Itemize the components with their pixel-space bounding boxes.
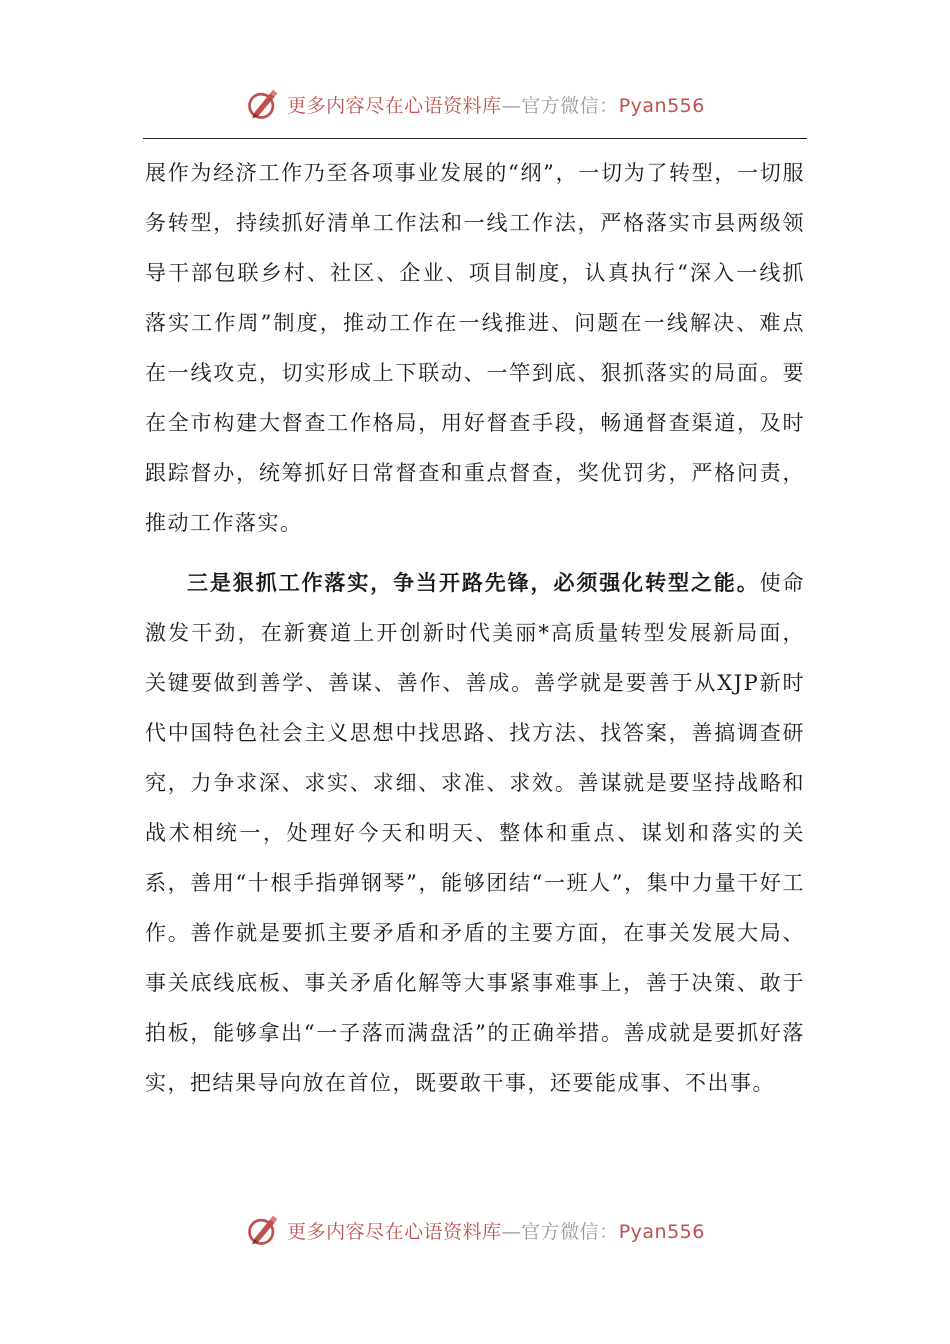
header-dash: — <box>501 94 522 117</box>
paragraph-2 <box>145 558 805 1108</box>
paragraph-2-rest: 使命激发干劲，在新赛道上开创新时代美丽*高质量转型发展新局面，关键要做到善学、善谋、善作、善成。善学就是要善于从XJP新时代中国特色社会主义思想中找思路、找方法、找答案，善搞调查研究，力争求深、求实、求细、求准、求效。善谋就是要坚持战略和战术相统一，处理好今天和明天、整体和重点、谋划和落实的关系，善用“十根手指弹钢琴”，能够团结“一班人”，集中力量干好工作。善作就是要抓主要矛盾和矛盾的主要方面，在事关发展大局、事关底线底板、事关矛盾化解等大事紧事难事上，善于决策、敢于拍板，能够拿出“一子落而满盘活”的正确举措。善成就是要抓好落实，把结果导向放在首位，既要敢干事，还要能成事、不出事。 <box>145 571 805 1095</box>
footer-brand: 更多内容尽在心语资料库 <box>287 1220 502 1243</box>
footer-dash: — <box>501 1220 522 1243</box>
footer-wechat-label: 官方微信： <box>521 1220 619 1243</box>
paragraph-2-lead: 三是狠抓工作落实，争当开路先锋，必须强化转型之能。 <box>187 570 760 595</box>
header-wechat-id: Pyan556 <box>618 94 705 117</box>
header-divider <box>143 138 807 139</box>
header-brand: 更多内容尽在心语资料库 <box>287 94 502 117</box>
footer-text <box>287 1217 705 1244</box>
paragraph-1: 展作为经济工作乃至各项事业发展的“纲”，一切为了转型，一切服务转型，持续抓好清单工作法和一线工作法，严格落实市县两级领导干部包联乡村、社区、企业、项目制度，认真执行“深入一线抓落实工作周”制度，推动工作在一线推进、问题在一线解决、难点在一线攻克，切实形成上下联动、一竿到底、狠抓落实的局面。要在全市构建大督查工作格局，用好督查手段，畅通督查渠道，及时跟踪督办，统筹抓好日常督查和重点督查，奖优罚劣，严格问责，推动工作落实。 <box>145 161 805 535</box>
header-wechat-label: 官方微信： <box>521 94 619 117</box>
footer-banner <box>0 1210 950 1250</box>
pen-logo-icon <box>245 86 281 122</box>
header-banner-content <box>245 86 705 122</box>
header-text <box>287 91 705 118</box>
document-body <box>145 148 805 1108</box>
footer-banner-content <box>245 1212 705 1248</box>
header-banner <box>0 84 950 124</box>
pen-logo-icon <box>245 1212 281 1248</box>
footer-wechat-id: Pyan556 <box>618 1220 705 1243</box>
